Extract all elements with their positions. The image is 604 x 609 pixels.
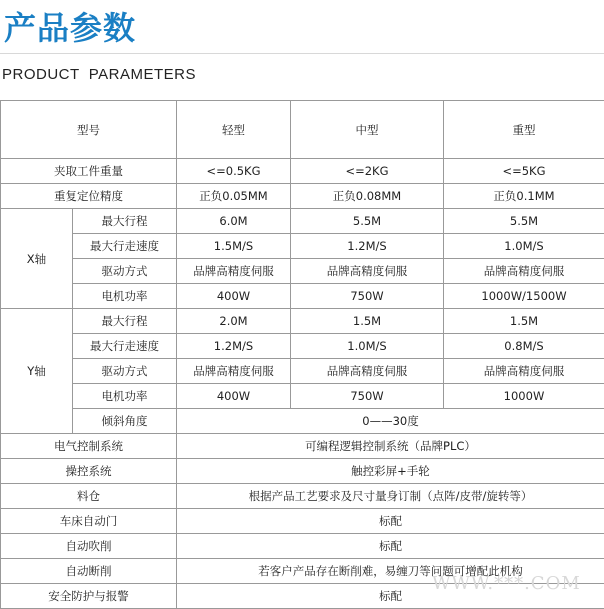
table-row <box>1 409 604 434</box>
row-label: 电机功率 <box>73 284 177 309</box>
cell-light: 400W <box>177 284 291 309</box>
cell-heavy: 1.5M <box>444 309 604 334</box>
row-label: 安全防护与报警 <box>1 584 177 609</box>
cell-merged-value: 触控彩屏+手轮 <box>177 459 604 484</box>
cell-light: 1.2M/S <box>177 334 291 359</box>
table-row <box>1 159 604 184</box>
cell-light: 2.0M <box>177 309 291 334</box>
cell-medium: 品牌高精度伺服 <box>291 359 444 384</box>
row-label: 自动断削 <box>1 559 177 584</box>
cell-medium: 品牌高精度伺服 <box>291 259 444 284</box>
row-label: 最大行走速度 <box>73 234 177 259</box>
table-row <box>1 534 604 559</box>
y-axis-group-label: Y轴 <box>1 309 73 434</box>
cell-heavy: 品牌高精度伺服 <box>444 259 604 284</box>
cell-medium: 1.2M/S <box>291 234 444 259</box>
row-label: 自动吹削 <box>1 534 177 559</box>
table-row <box>1 359 604 384</box>
row-label: 夹取工件重量 <box>1 159 177 184</box>
parameters-table <box>0 100 604 609</box>
row-label: 最大行程 <box>73 209 177 234</box>
cell-merged-value: 标配 <box>177 584 604 609</box>
cell-heavy: 0.8M/S <box>444 334 604 359</box>
cell-light: 1.5M/S <box>177 234 291 259</box>
header-light: 轻型 <box>177 101 291 159</box>
cell-merged-value: 0——30度 <box>177 409 604 434</box>
cell-light: 正负0.05MM <box>177 184 291 209</box>
cell-medium: 1.5M <box>291 309 444 334</box>
row-label: 车床自动门 <box>1 509 177 534</box>
cell-heavy: 品牌高精度伺服 <box>444 359 604 384</box>
page-title: 产品参数 <box>4 4 136 52</box>
header-medium: 中型 <box>291 101 444 159</box>
table-row <box>1 334 604 359</box>
table-row <box>1 209 604 234</box>
cell-heavy: 正负0.1MM <box>444 184 604 209</box>
cell-light: 400W <box>177 384 291 409</box>
cell-merged-value: 可编程逻辑控制系统（品牌PLC） <box>177 434 604 459</box>
table-row <box>1 484 604 509</box>
header-model: 型号 <box>1 101 177 159</box>
cell-heavy: 1000W/1500W <box>444 284 604 309</box>
cell-medium: 5.5M <box>291 209 444 234</box>
row-label: 电机功率 <box>73 384 177 409</box>
cell-merged-value: 标配 <box>177 534 604 559</box>
row-label: 倾斜角度 <box>73 409 177 434</box>
table-row <box>1 384 604 409</box>
table-row <box>1 459 604 484</box>
table-row <box>1 234 604 259</box>
table-row <box>1 284 604 309</box>
row-label: 最大行程 <box>73 309 177 334</box>
cell-heavy: 5.5M <box>444 209 604 234</box>
cell-light: 品牌高精度伺服 <box>177 259 291 284</box>
cell-merged-value: 根据产品工艺要求及尺寸量身订制（点阵/皮带/旋转等） <box>177 484 604 509</box>
cell-light: 6.0M <box>177 209 291 234</box>
watermark: WWW.***.COM <box>432 573 581 594</box>
header-heavy: 重型 <box>444 101 604 159</box>
table-row <box>1 509 604 534</box>
row-label: 驱动方式 <box>73 359 177 384</box>
row-label: 操控系统 <box>1 459 177 484</box>
cell-medium: 750W <box>291 384 444 409</box>
table-header-row <box>1 101 604 159</box>
table-row <box>1 184 604 209</box>
cell-heavy: 1000W <box>444 384 604 409</box>
cell-heavy: <=5KG <box>444 159 604 184</box>
x-axis-group-label: X轴 <box>1 209 73 309</box>
row-label: 电气控制系统 <box>1 434 177 459</box>
cell-merged-value: 标配 <box>177 509 604 534</box>
row-label: 料仓 <box>1 484 177 509</box>
row-label: 驱动方式 <box>73 259 177 284</box>
table-row <box>1 309 604 334</box>
cell-medium: 750W <box>291 284 444 309</box>
table-row <box>1 584 604 609</box>
page-subtitle: PRODUCT PARAMETERS <box>2 65 196 85</box>
cell-light: 品牌高精度伺服 <box>177 359 291 384</box>
cell-heavy: 1.0M/S <box>444 234 604 259</box>
cell-medium: 1.0M/S <box>291 334 444 359</box>
table-row <box>1 434 604 459</box>
cell-merged-value: 若客户产品存在断削难，易缠刀等问题可增配此机构 <box>177 559 604 584</box>
title-divider <box>0 53 604 54</box>
cell-light: <=0.5KG <box>177 159 291 184</box>
table-row <box>1 259 604 284</box>
row-label: 最大行走速度 <box>73 334 177 359</box>
cell-medium: <=2KG <box>291 159 444 184</box>
row-label: 重复定位精度 <box>1 184 177 209</box>
table-row <box>1 559 604 584</box>
cell-medium: 正负0.08MM <box>291 184 444 209</box>
